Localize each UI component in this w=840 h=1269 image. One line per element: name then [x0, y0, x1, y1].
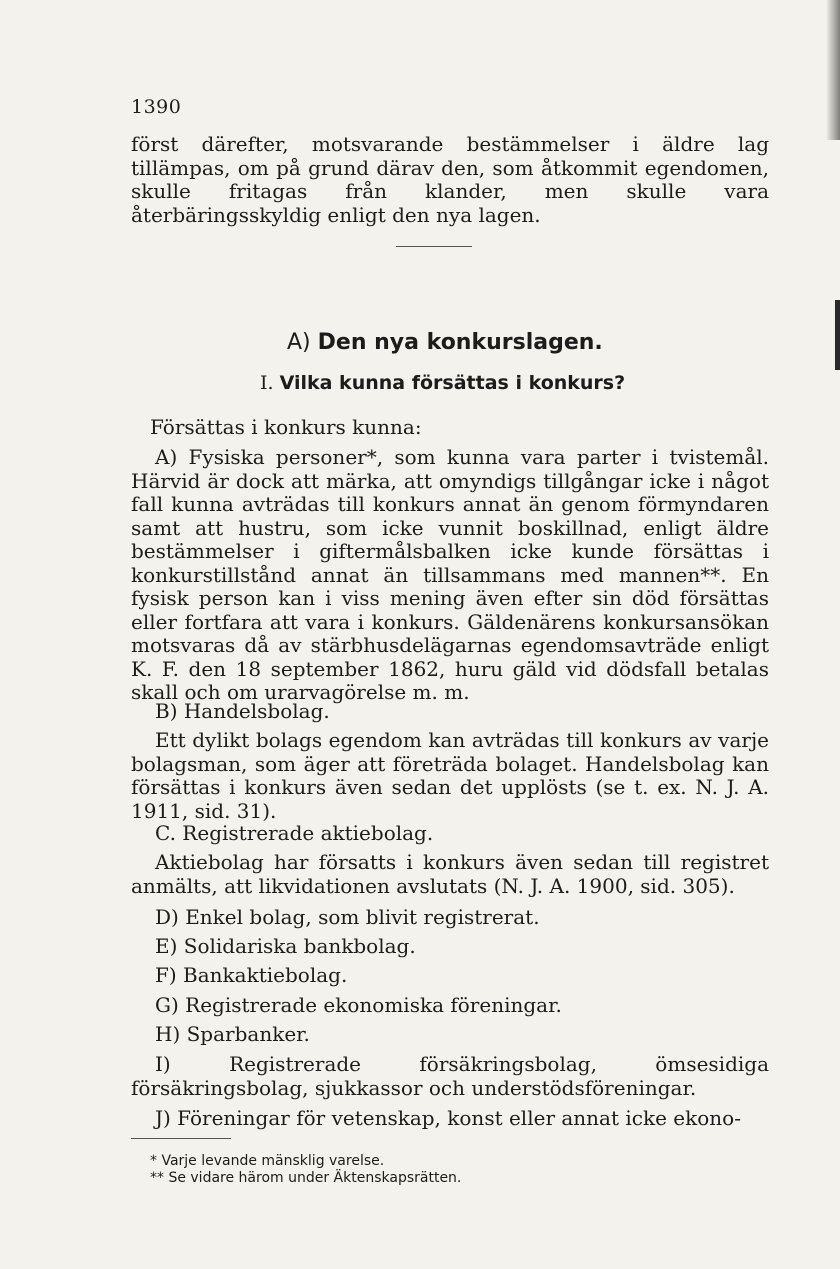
paragraph-i: I) Registrerade försäkringsbolag, ömsesidiga försäkringsbolag, sjukkassor och understödsföreningar.	[131, 1052, 769, 1100]
item-f: F) Bankaktiebolag.	[155, 963, 348, 987]
footnote-2: ** Se vidare härom under Äktenskapsrätten.	[150, 1170, 462, 1186]
item-c: C. Registrerade aktiebolag.	[155, 821, 434, 845]
footnote-rule	[131, 1138, 231, 1139]
subsection-number: I.	[260, 372, 274, 394]
item-h: H) Sparbanker.	[155, 1022, 310, 1046]
paragraph-j: J) Föreningar för vetenskap, konst eller annat icke ekono-	[155, 1106, 741, 1130]
footnote-1: * Varje levande mänsklig varelse.	[150, 1153, 385, 1169]
section-divider	[396, 246, 472, 247]
section-letter: A)	[287, 330, 311, 355]
subsection-title: Vilka kunna försättas i konkurs?	[279, 372, 626, 394]
lead-in: Försättas i konkurs kunna:	[150, 415, 422, 439]
page-edge-mark	[835, 300, 840, 370]
item-g: G) Registrerade ekonomiska föreningar.	[155, 993, 562, 1017]
section-heading	[287, 330, 603, 355]
item-e: E) Solidariska bankbolag.	[155, 934, 416, 958]
paragraph-b: Ett dylikt bolags egendom kan avträdas till konkurs av varje bolagsman, som äger att företräda bolaget. Handelsbolag kan försättas i konkurs även sedan det upplösts (se t. ex. N. J. A. 1911, sid. 31).	[131, 728, 769, 823]
intro-paragraph: först därefter, motsvarande bestämmelser i äldre lag tillämpas, om på grund därav den, som åtkommit egendomen, skulle fritagas från klander, men skulle vara återbäringsskyldig enligt den nya lagen.	[131, 132, 769, 227]
page-edge-shadow	[826, 0, 840, 140]
paragraph-a: A) Fysiska personer*, som kunna vara parter i tvistemål. Härvid är dock att märka, att omyndigs tillgångar icke i något fall kunna avträdas till konkurs annat än genom förmyndaren samt att hustru, som icke vunnit boskillnad, enligt äldre bestämmelser i giftermålsbalken icke kunde försättas i konkurstillstånd annat än tillsammans med mannen**. En fysisk person kan i viss mening även efter sin död försättas eller fortfara att vara i konkurs. Gäldenärens konkursansökan motsvaras då av stärbhusdelägarnas egendomsavträde enligt K. F. den 18 september 1862, huru gäld vid dödsfall betalas skall och om urarvagörelse m. m.	[131, 445, 769, 704]
item-d: D) Enkel bolag, som blivit registrerat.	[155, 905, 540, 929]
section-title: Den nya konkurslagen.	[317, 330, 603, 355]
paragraph-c: Aktiebolag har försatts i konkurs även sedan till registret anmälts, att likvidationen avslutats (N. J. A. 1900, sid. 305).	[131, 850, 769, 898]
subsection-heading	[260, 372, 625, 394]
item-b: B) Handelsbolag.	[155, 699, 330, 723]
page-number: 1390	[131, 96, 182, 118]
